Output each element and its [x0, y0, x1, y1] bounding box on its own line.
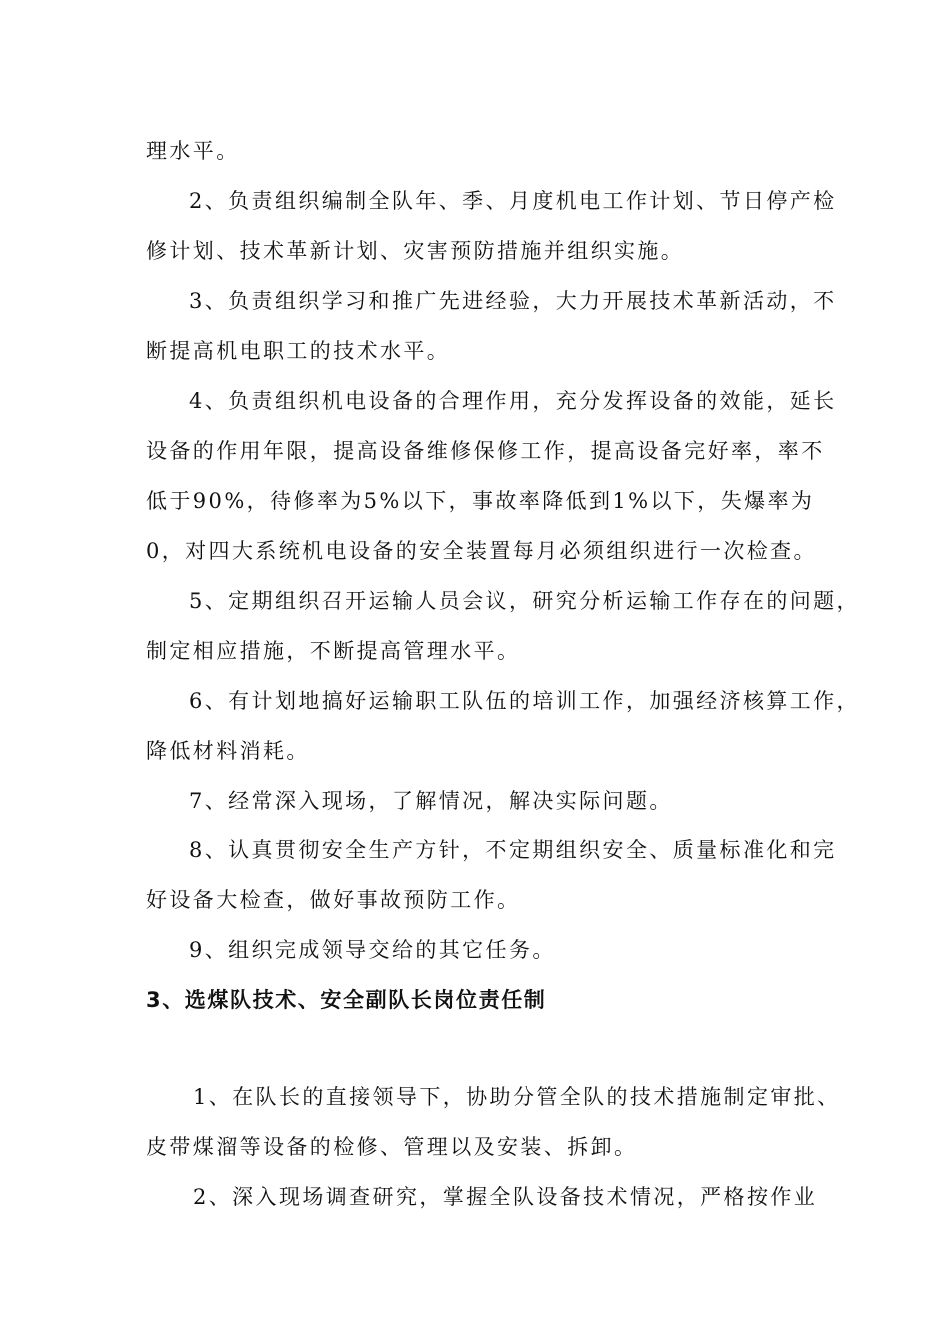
- paragraph-line: 0，对四大系统机电设备的安全装置每月必须组织进行一次检查。: [146, 539, 817, 563]
- paragraph-line: 皮带煤溜等设备的检修、管理以及安装、拆卸。: [146, 1135, 638, 1159]
- paragraph-line: 9、组织完成领导交给的其它任务。: [189, 938, 556, 962]
- paragraph-line: 5、定期组织召开运输人员会议，研究分析运输工作存在的问题，: [189, 589, 860, 613]
- paragraph-line: 4、负责组织机电设备的合理作用，充分发挥设备的效能，延长: [189, 389, 837, 413]
- paragraph-line: 2、深入现场调查研究，掌握全队设备技术情况，严格按作业: [193, 1185, 818, 1209]
- paragraph-line: 6、有计划地搞好运输职工队伍的培训工作，加强经济核算工作，: [189, 689, 860, 713]
- paragraph-line: 修计划、技术革新计划、灾害预防措施并组织实施。: [146, 239, 685, 263]
- paragraph-line: 制定相应措施，不断提高管理水平。: [146, 639, 521, 663]
- paragraph-line: 设备的作用年限，提高设备维修保修工作，提高设备完好率，率不: [146, 439, 825, 463]
- paragraph-line: 断提高机电职工的技术水平。: [146, 339, 451, 363]
- paragraph-line: 7、经常深入现场，了解情况，解决实际问题。: [189, 789, 673, 813]
- section-heading: 3、选煤队技术、安全副队长岗位责任制: [146, 988, 547, 1012]
- paragraph-line: 降低材料消耗。: [146, 739, 310, 763]
- paragraph-line: 低于90%，待修率为5%以下，事故率降低到1%以下，失爆率为: [146, 489, 815, 513]
- paragraph-line: 好设备大检查，做好事故预防工作。: [146, 888, 521, 912]
- paragraph-line: 8、认真贯彻安全生产方针，不定期组织安全、质量标准化和完: [189, 838, 837, 862]
- paragraph-line: 3、负责组织学习和推广先进经验，大力开展技术革新活动，不: [189, 289, 837, 313]
- paragraph-line: 理水平。: [146, 139, 240, 163]
- paragraph-line: 2、负责组织编制全队年、季、月度机电工作计划、节日停产检: [189, 189, 837, 213]
- paragraph-line: 1、在队长的直接领导下，协助分管全队的技术措施制定审批、: [193, 1085, 841, 1109]
